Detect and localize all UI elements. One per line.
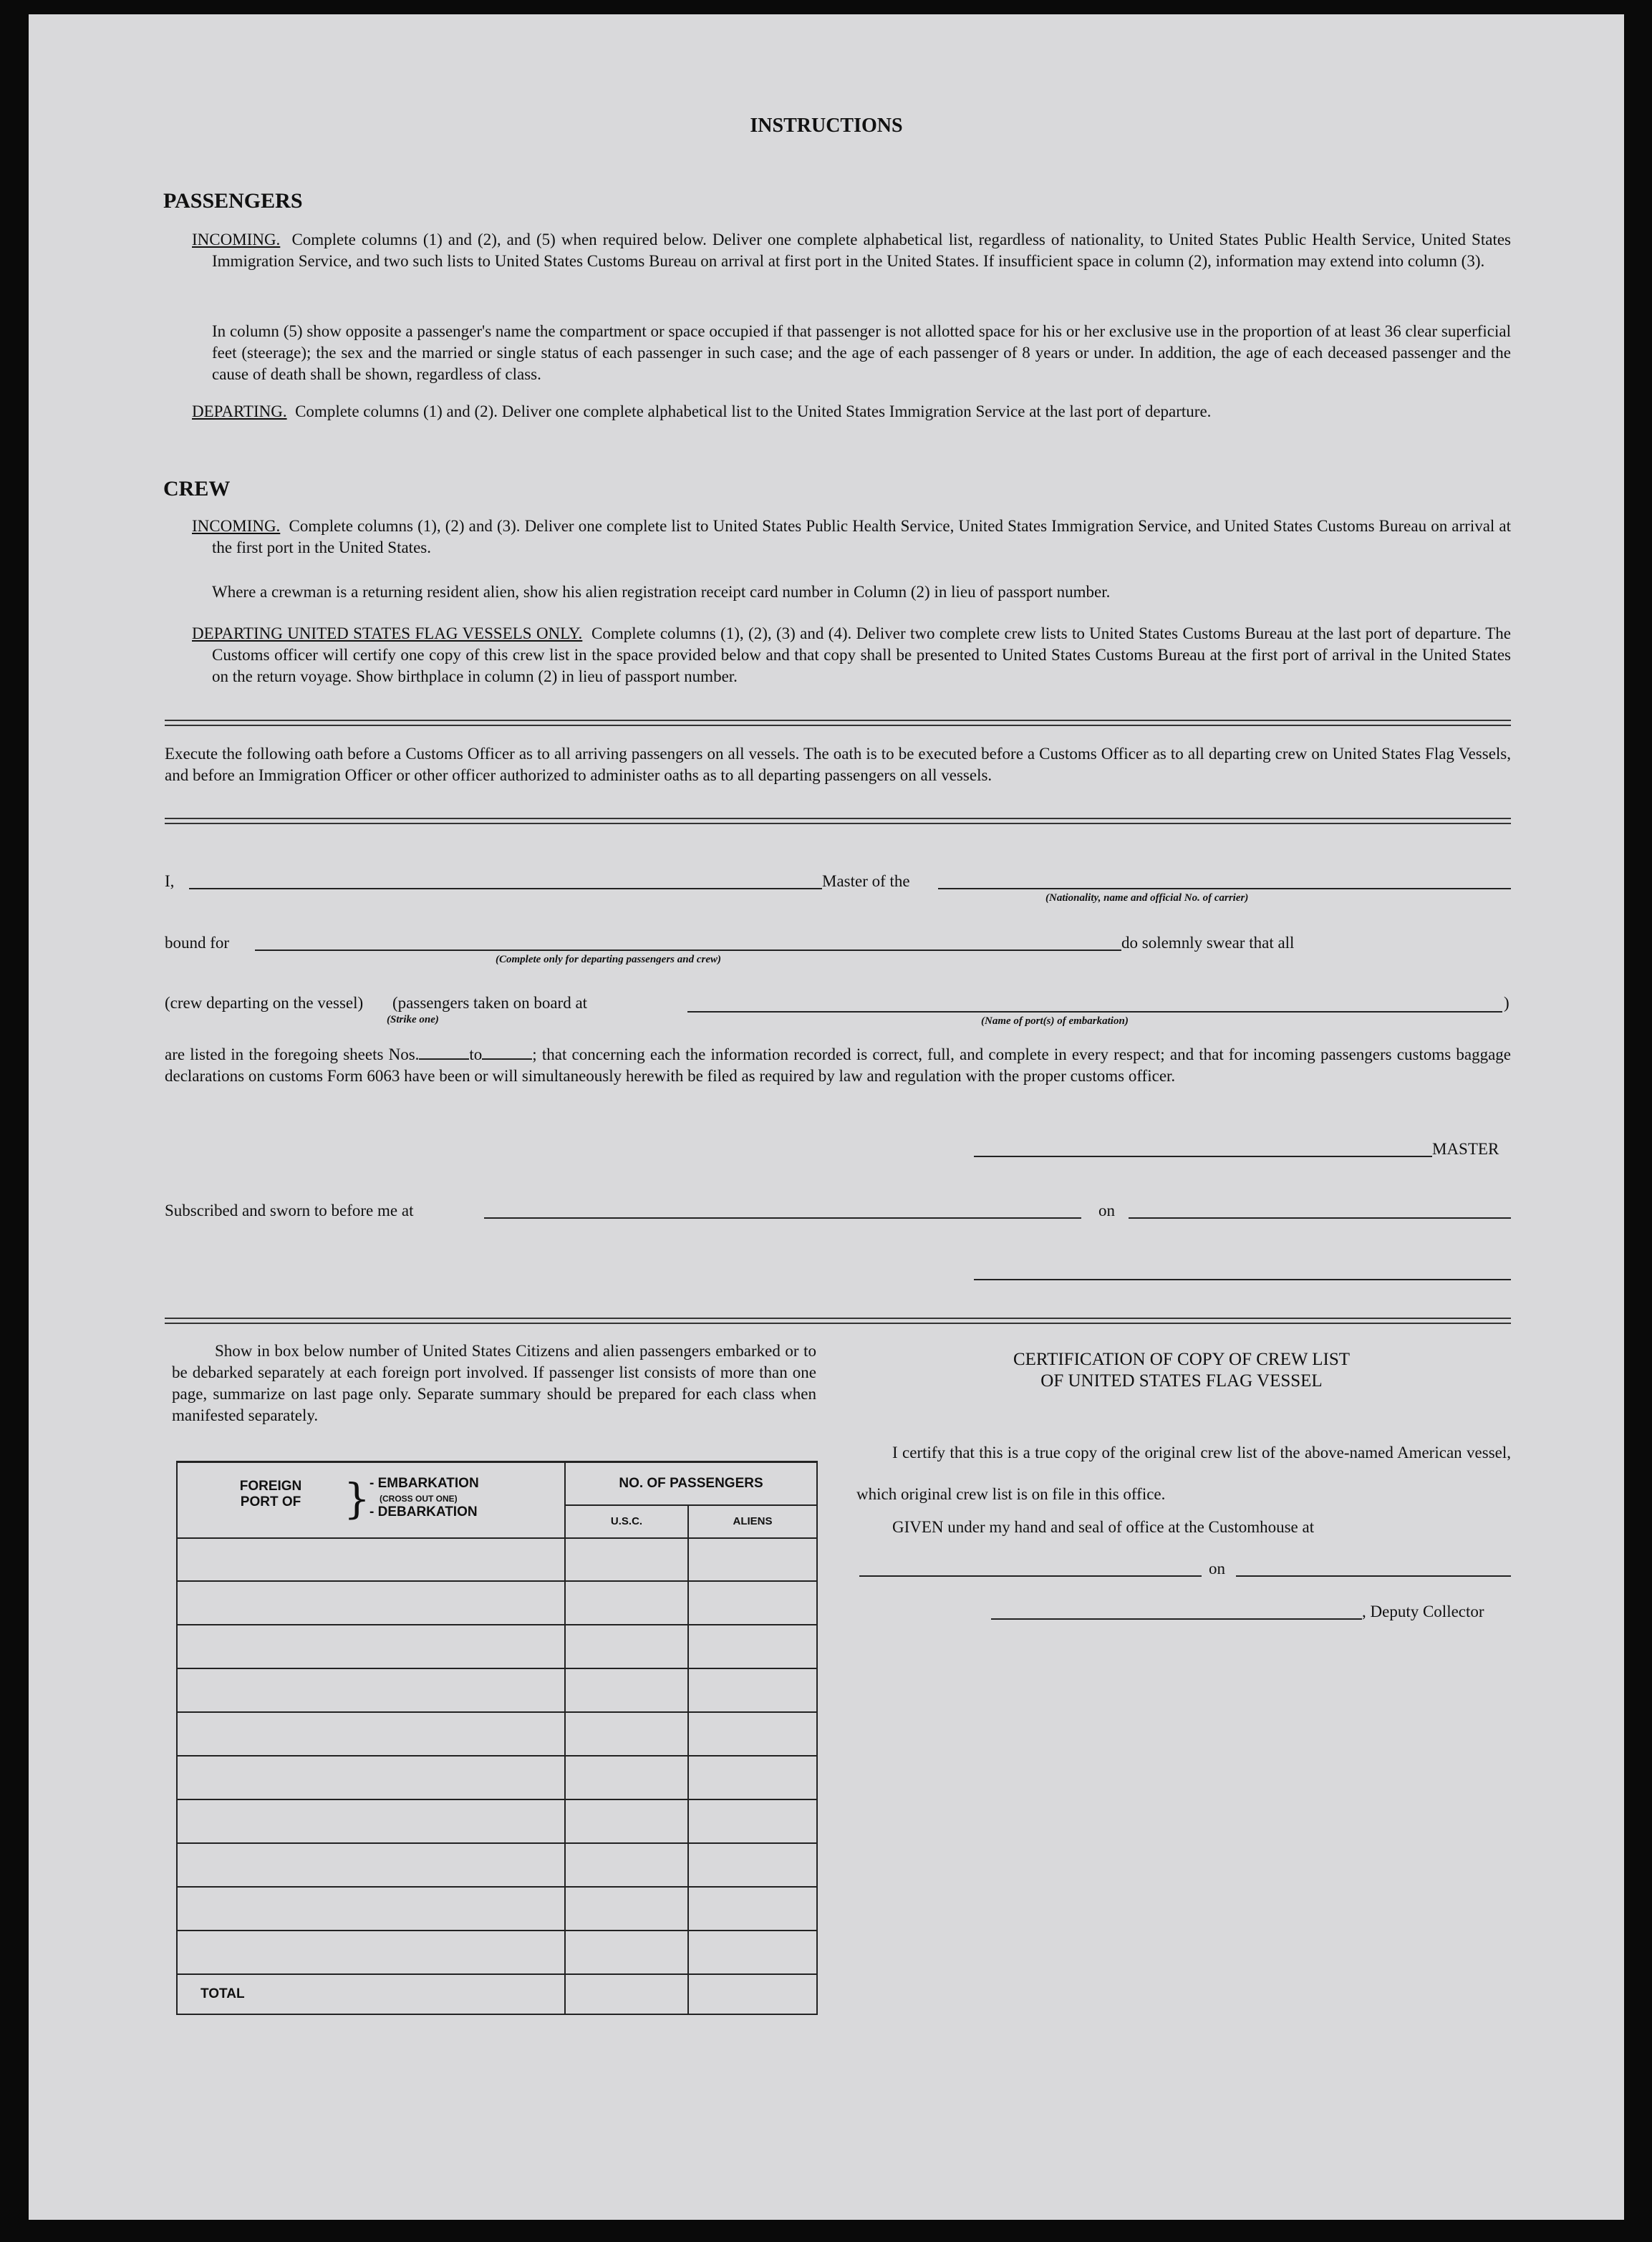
strike-one-hint: (Strike one) <box>387 1014 439 1025</box>
cert-on-label: on <box>1209 1560 1225 1577</box>
table-row <box>177 1625 817 1668</box>
table-row <box>177 1843 817 1887</box>
embarkation-port-field[interactable] <box>687 1011 1502 1013</box>
master-label: MASTER <box>1432 1140 1499 1158</box>
table-row <box>177 1712 817 1756</box>
crew-heading: CREW <box>163 477 231 501</box>
sworn-place-field[interactable] <box>484 1217 1081 1219</box>
embarkation-option[interactable]: - EMBARKATION <box>369 1476 479 1491</box>
incoming-text: Complete columns (1) and (2), and (5) when required below. Deliver one complete alphabetical list, regardless of nationality, to United States Public Health Service, United States Immigration Service, and two such lists to United States Customs Bureau on arrival at first port in the United States. If insufficient space in column (2), information may extend into column (3). <box>212 231 1512 270</box>
deputy-signature-field[interactable] <box>991 1618 1362 1620</box>
divider <box>165 1318 1511 1324</box>
listed-to: to <box>469 1045 483 1063</box>
listed-a: are listed in the foregoing sheets Nos. <box>165 1045 420 1063</box>
passengers-incoming <box>192 229 1511 272</box>
table-row <box>177 1887 817 1931</box>
usc-header: U.S.C. <box>565 1505 688 1538</box>
sheet-to-field[interactable] <box>482 1058 532 1060</box>
deputy-collector-label: , Deputy Collector <box>1362 1603 1484 1620</box>
on-label: on <box>1098 1202 1115 1219</box>
cert-date-field[interactable] <box>1236 1575 1511 1577</box>
carrier-hint: (Nationality, name and official No. of carrier) <box>1045 892 1249 904</box>
summary-instructions: Show in box below number of United States Citizens and alien passengers embarked or to be debarked separately at each foreign port involved. If passenger list consists of more than one page, summarize on last page only. Separate summary should be prepared for each class when manifested separately. <box>172 1342 816 1424</box>
passenger-summary-table <box>176 1461 818 2015</box>
oath-intro: Execute the following oath before a Customs Officer as to all arriving passengers on all vessels. The oath is to be executed before a Customs Officer as to all departing crew on United States Flag Vessels, and before an Immigration Officer or other officer authorized to administer oaths as to all departing passengers on all vessels. <box>165 745 1511 784</box>
table-row <box>177 1931 817 1974</box>
divider <box>165 818 1511 824</box>
table-row <box>177 1756 817 1799</box>
passengers-departing <box>192 401 1511 422</box>
brace-icon: } <box>344 1474 370 1523</box>
debarkation-option[interactable]: - DEBARKATION <box>369 1504 478 1519</box>
crew-departing-text: Complete columns (1), (2), (3) and (4). Deliver two complete crew lists to United States Customs Bureau at the last port of departure. The Customs officer will certify one copy of this crew list in the space provided below and that copy shall be presented to United States Customs Bureau at the first port of arrival in the United States on the return voyage. Show birthplace in column (2) in lieu of passport number. <box>212 624 1512 685</box>
document-page <box>29 14 1624 2220</box>
master-signature-field[interactable] <box>974 1156 1432 1157</box>
swear-text: do solemnly swear that all <box>1121 934 1295 952</box>
subscribed-label: Subscribed and sworn to before me at <box>165 1202 414 1219</box>
divider <box>165 720 1511 726</box>
sworn-date-field[interactable] <box>1129 1217 1511 1219</box>
aliens-header: ALIENS <box>688 1505 817 1538</box>
crew-departing <box>192 623 1511 687</box>
crew-departing-option[interactable]: (crew departing on the vessel) <box>165 994 364 1012</box>
listed-b: ; that concerning each the information recorded is correct, full, and complete in every respect; and that for incoming passengers customs baggage declarations on customs Form 6063 have been or will simultaneously herewith be filed as required by law and regulation with the proper customs officer. <box>165 1045 1511 1085</box>
crew-incoming-label: INCOMING. <box>192 517 281 535</box>
listed-text <box>165 1044 1511 1087</box>
crew-incoming <box>192 516 1511 559</box>
master-of-label: Master of the <box>822 872 910 890</box>
departing-label: DEPARTING. <box>192 402 287 420</box>
passengers-taken-option[interactable]: (passengers taken on board at <box>392 994 588 1012</box>
bound-for-label: bound for <box>165 934 230 952</box>
crew-departing-label: DEPARTING UNITED STATES FLAG VESSELS ONLY. <box>192 624 583 642</box>
master-name-field[interactable] <box>189 888 822 889</box>
crew-incoming-text: Complete columns (1), (2) and (3). Deliver one complete list to United States Public Health Service, United States Immigration Service, and United States Customs Bureau on arrival at the first port in the United States. <box>212 517 1512 556</box>
cross-out-hint: (CROSS OUT ONE) <box>380 1494 458 1504</box>
passengers-heading: PASSENGERS <box>163 189 303 213</box>
bound-hint: (Complete only for departing passengers and crew) <box>496 954 721 965</box>
table-row <box>177 1581 817 1625</box>
departing-text: Complete columns (1) and (2). Deliver one complete alphabetical list to the United States Immigration Service at the last port of departure. <box>295 402 1212 420</box>
carrier-field[interactable] <box>938 888 1511 889</box>
total-row <box>177 1974 817 2014</box>
crew-resident-text: Where a crewman is a returning resident alien, show his alien registration receipt card number in Column (2) in lieu of passport number. <box>212 583 1111 601</box>
given-text: GIVEN under my hand and seal of office at the Customhouse at <box>892 1518 1315 1536</box>
table-row <box>177 1668 817 1712</box>
page-title: INSTRUCTIONS <box>750 115 903 137</box>
incoming-label: INCOMING. <box>192 231 281 248</box>
certification-text: I certify that this is a true copy of the original crew list of the above-named American vessel, which original crew list is on file in this office. <box>856 1444 1511 1503</box>
foreign-port-header <box>177 1462 565 1538</box>
certification-subtitle: OF UNITED STATES FLAG VESSEL <box>1040 1371 1323 1391</box>
bound-for-field[interactable] <box>255 950 1121 951</box>
oath-i: I, <box>165 872 175 890</box>
close-paren: ) <box>1504 994 1509 1012</box>
total-label: TOTAL <box>177 1974 565 2014</box>
sheet-from-field[interactable] <box>419 1058 469 1060</box>
table-row <box>177 1538 817 1582</box>
customhouse-field[interactable] <box>859 1575 1202 1577</box>
port-hint: (Name of port(s) of embarkation) <box>981 1015 1129 1027</box>
officer-signature-field[interactable] <box>974 1279 1511 1280</box>
certification-title: CERTIFICATION OF COPY OF CREW LIST <box>1013 1350 1351 1369</box>
table-row <box>177 1799 817 1843</box>
column5-text: In column (5) show opposite a passenger's name the compartment or space occupied if that passenger is not allotted space for his or her exclusive use in the proportion of at least 36 clear superficial feet (steerage); the sex and the married or single status of each passenger in such case; and the age of each passenger of 8 years or under. In addition, the age of each deceased passenger and the cause of death shall be shown, regardless of class. <box>212 322 1511 383</box>
foreign-port-label: FOREIGN PORT OF <box>239 1479 302 1509</box>
passengers-header: NO. OF PASSENGERS <box>565 1462 817 1505</box>
